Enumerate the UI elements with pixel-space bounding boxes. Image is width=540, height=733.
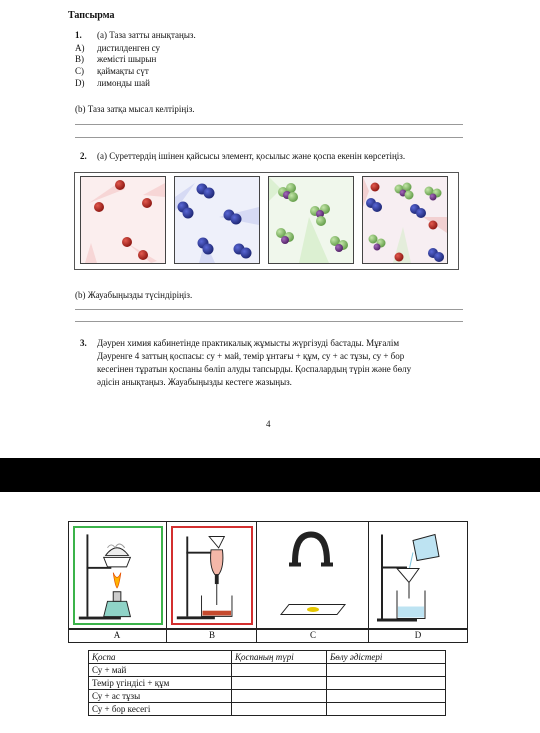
table-row [89,664,446,677]
q3-line: әдісін анықтаңыз. Жауабыңызды кестеге жазыңыз. [97,377,292,387]
particle-diagram-1 [80,176,166,264]
q2-prompt: (a) Суреттердің ішінен қайсысы элемент, қосылыс және қоспа екенін көрсетіңіз. [97,151,406,161]
page-number: 4 [266,419,271,429]
apparatus-label: C [256,629,369,642]
q1-option-letter: C) [75,66,84,76]
table-cell[interactable] [232,664,327,677]
q1-number: 1. [75,30,82,40]
q1-option-letter: D) [75,78,85,88]
q1-prompt: (a) Таза затты анықтаңыз. [97,30,196,40]
apparatus-c [256,521,370,630]
table-row [89,690,446,703]
answer-line [75,321,463,322]
apparatus-a [68,521,168,630]
table-cell[interactable] [327,677,446,690]
table-cell: Темір үгіндісі + құм [89,677,232,690]
q2-number: 2. [80,151,87,161]
worksheet-heading: Тапсырма [68,10,115,21]
answer-line [75,309,463,310]
apparatus-b [166,521,258,630]
table-header: Қоспаның түрі [232,651,327,664]
table-header: Қоспа [89,651,232,664]
mixture-table [88,650,446,716]
table-cell: Су + ас тұзы [89,690,232,703]
table-cell[interactable] [232,690,327,703]
table-cell[interactable] [232,703,327,716]
table-cell[interactable] [327,690,446,703]
answer-line [75,137,463,138]
q1-option-text: дистилденген су [97,43,161,53]
apparatus-d [368,521,468,630]
q1-option-letter: B) [75,54,84,64]
q1-option-text: лимонды шай [97,78,150,88]
q1-option-text: жемісті шырын [97,54,157,64]
q3-line: кесегінен тұратын қоспаны бөліп алуды тапсырды. Қоспалардың түрін және бөлу [97,364,412,374]
apparatus-label: B [166,629,257,642]
table-header-row [89,651,446,664]
particle-diagram-4 [362,176,448,264]
particle-diagram-2 [174,176,260,264]
particle-diagram-3 [268,176,354,264]
q3-line: Дәурен химия кабинетінде практикалық жұмысты жүргізуді бастады. Мұғалім [97,338,400,348]
table-cell[interactable] [327,703,446,716]
table-row [89,703,446,716]
q2-part-b: (b) Жауабыңызды түсіндіріңіз. [75,290,193,300]
q1-part-b: (b) Таза затқа мысал келтіріңіз. [75,104,195,114]
table-row [89,677,446,690]
answer-line [75,124,463,125]
table-cell: Су + май [89,664,232,677]
q1-option-letter: A) [75,43,85,53]
apparatus-label: D [368,629,467,642]
q3-number: 3. [80,338,87,348]
q1-option-text: қаймақты сүт [97,66,149,76]
table-cell: Су + бор кесегі [89,703,232,716]
apparatus-label: A [113,630,121,640]
table-header: Бөлу әдістері [327,651,446,664]
table-cell[interactable] [232,677,327,690]
q3-line: Дәуренге 4 заттың қоспасы: су + май, темір ұнтағы + құм, су + ас тұзы, су + бор [97,351,405,361]
table-cell[interactable] [327,664,446,677]
